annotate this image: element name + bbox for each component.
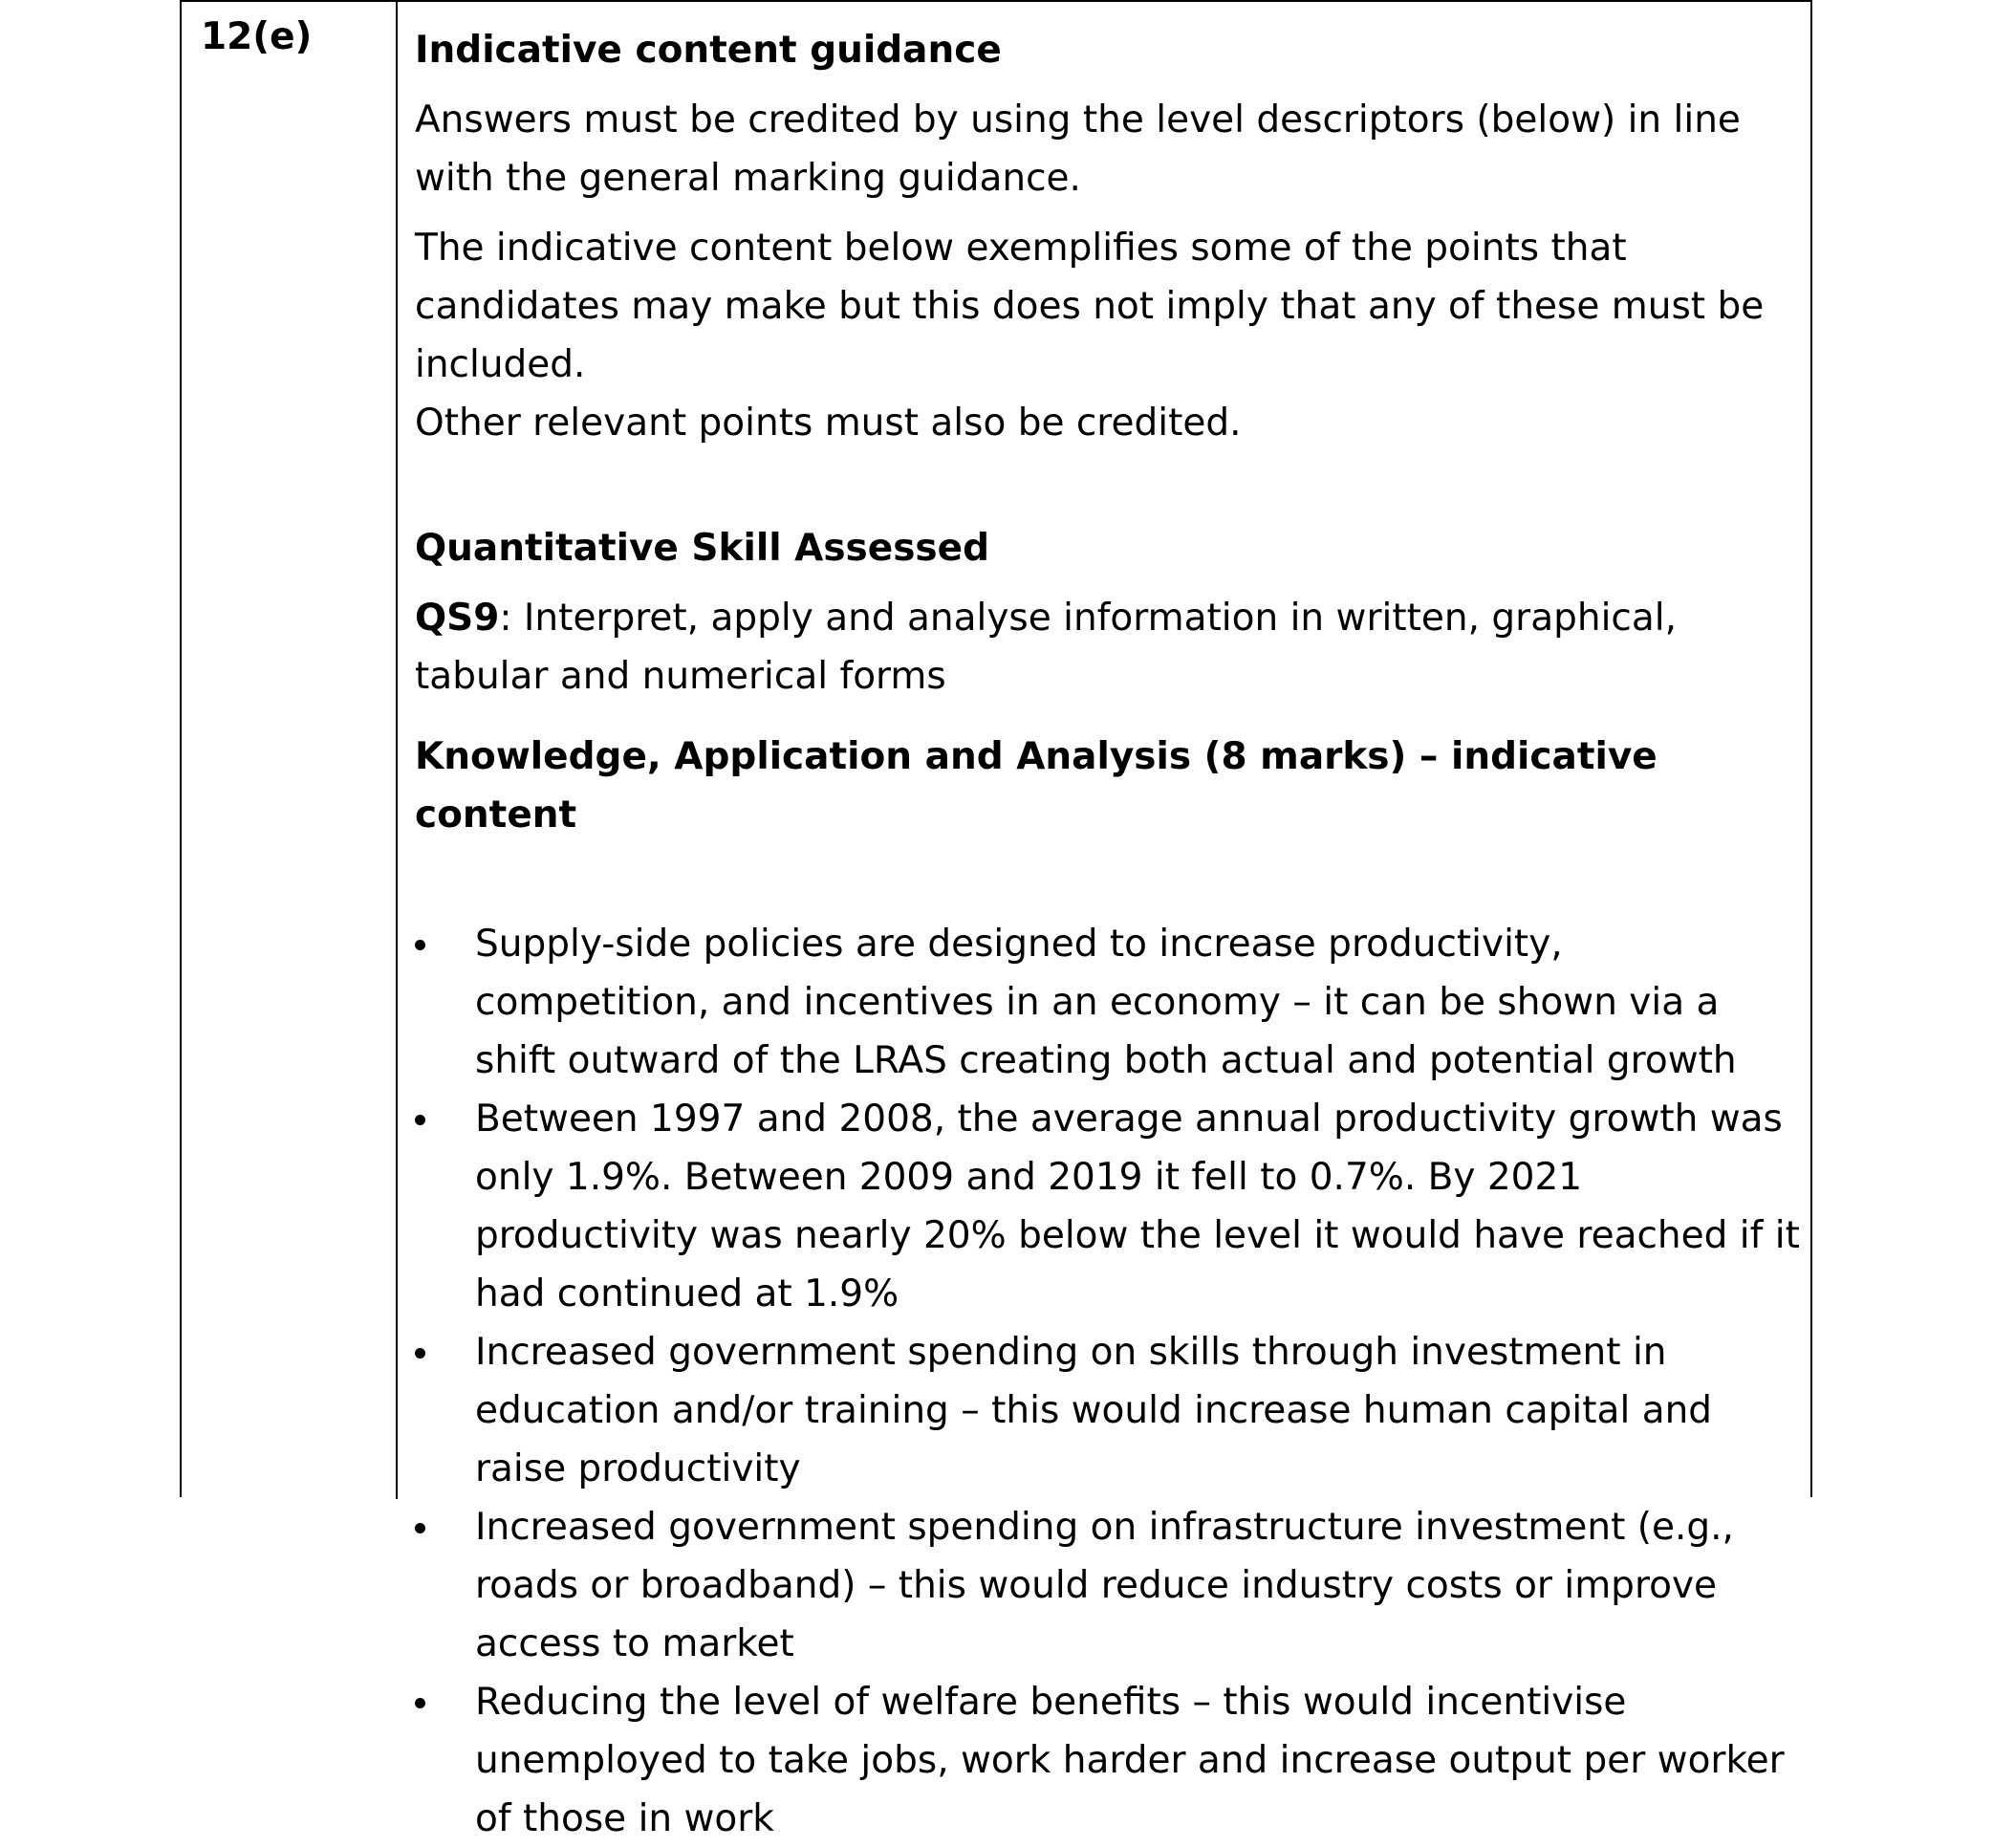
guidance-cell — [415, 21, 1801, 1848]
bullet-icon — [415, 1698, 425, 1708]
guidance-paragraph-3: Other relevant points must also be credited. — [415, 402, 1242, 445]
kaa-heading: Knowledge, Application and Analysis (8 marks) – indicative content — [415, 735, 1658, 837]
question-number: 12(e) — [201, 15, 313, 58]
bullet-icon — [415, 940, 425, 950]
list-item — [415, 1090, 1801, 1323]
quantitative-skill-code: QS9 — [415, 597, 500, 640]
indicative-content-list — [415, 915, 1801, 1848]
list-item-text: Supply-side policies are designed to increase productivity, competition, and incentives in an economy – it can be shown via a shift outward of the LRAS creating both actual and potential growth — [475, 923, 1737, 1082]
list-item-text: Between 1997 and 2008, the average annual productivity growth was only 1.9%. Between 2009 and 2019 it fell to 0.7%. By 2021 productivity was nearly 20% below the level it would have reached if it had continued at 1.9% — [475, 1098, 1800, 1315]
list-item-text: Increased government spending on skills through investment in education and/or training – this would increase human capital and raise productivity — [475, 1331, 1713, 1490]
guidance-paragraph-2: The indicative content below exemplifies some of the points that candidates may make but this does not imply that any of these must be included. — [415, 227, 1765, 386]
list-item — [415, 1498, 1801, 1673]
list-item-text: Reducing the level of welfare benefits – this would incentivise unemployed to take jobs, work harder and increase output per worker of those in work — [475, 1681, 1785, 1840]
bullet-icon — [415, 1348, 425, 1359]
guidance-paragraph-1: Answers must be credited by using the level descriptors (below) in line with the general marking guidance. — [415, 98, 1741, 200]
bullet-icon — [415, 1115, 425, 1125]
list-item — [415, 915, 1801, 1090]
bullet-icon — [415, 1523, 425, 1533]
indicative-content-heading: Indicative content guidance — [415, 29, 1002, 72]
list-item-text: Increased government spending on infrastructure investment (e.g., roads or broadband) – this would reduce industry costs or improve access to market — [475, 1506, 1734, 1665]
column-divider — [396, 2, 398, 1499]
quantitative-skill-description — [415, 589, 1801, 706]
mark-scheme-table — [180, 0, 1812, 1840]
quantitative-skill-text: : Interpret, apply and analyse information in written, graphical, tabular and numerical forms — [415, 597, 1677, 698]
list-item — [415, 1323, 1801, 1498]
list-item — [415, 1673, 1801, 1848]
quantitative-skill-heading: Quantitative Skill Assessed — [415, 527, 989, 570]
